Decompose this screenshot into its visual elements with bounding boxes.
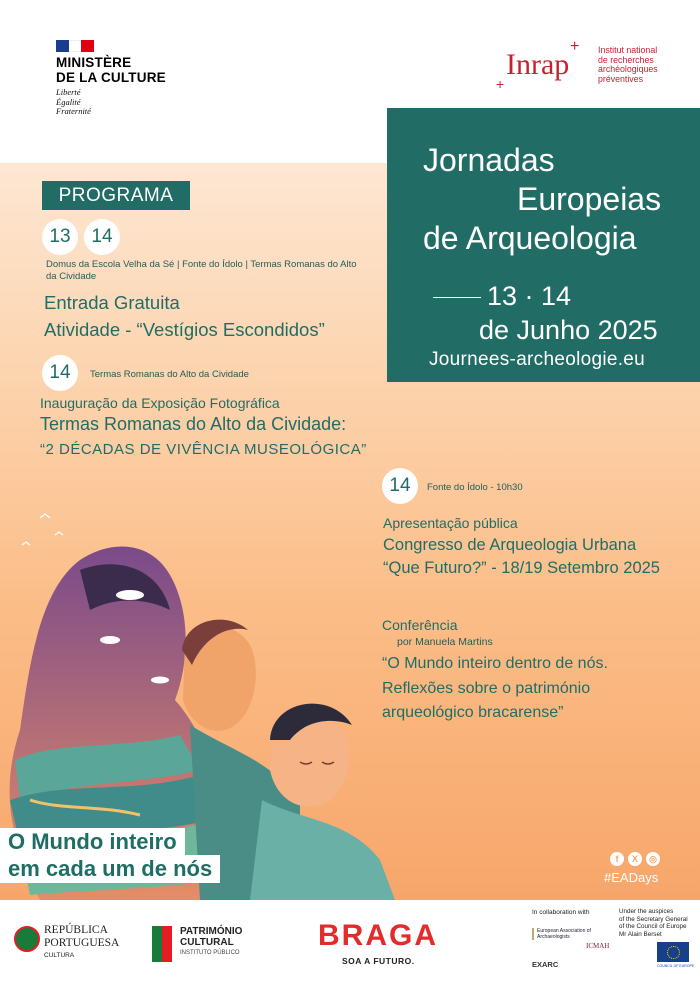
auspices-line: Mr Alain Berset [619,930,662,938]
portugal-emblem-icon [14,926,40,952]
plus-icon: + [570,38,580,55]
title-line2: Europeias [517,181,662,217]
french-flag-icon [56,40,94,52]
block4-line2: por Manuela Martins [397,636,493,648]
eaa-logo: European Association of Archaeologists [532,928,591,940]
motto-fraternite: Fraternité [56,106,91,116]
block4-line5: arqueológico bracarense” [382,704,564,721]
auspices-line: of the Secretary General [619,915,688,923]
day-badge-14: 14 [382,468,418,504]
braga-logo: BRAGA [318,919,438,952]
patrimonio-green-bar [152,926,162,962]
inrap-wordmark: Inrap [506,48,570,81]
block4-line4: Reflexões sobre o património [382,680,591,697]
ministere-line2: DE LA CULTURE [56,70,166,85]
title-month: de Junho 2025 [479,315,658,345]
motto [56,88,166,117]
title-line3: de Arqueologia [423,220,637,256]
hashtag: #EADays [604,870,659,885]
plus-icon: + [496,76,505,92]
auspices-text [619,908,688,938]
programa-label: PROGRAMA [42,181,190,210]
ministere-line1: MINISTÈRE [56,55,132,70]
motto-egalite: Égalité [56,96,81,107]
patrimonio-sub: INSTITUTO PÚBLICO [180,950,240,956]
block1-line1: Entrada Gratuita [44,292,180,313]
braga-tagline: SOA A FUTURO. [342,956,415,966]
x-icon[interactable]: X [628,852,642,866]
block2-line2: Termas Romanas do Alto da Cividade: [40,414,347,434]
social-icons [610,852,660,866]
auspices-line: Under the auspices [619,908,674,915]
title-box [387,108,700,382]
day-badge-13: 13 [42,219,78,255]
patrimonio-line2: CULTURAL [180,937,234,948]
title-line1: Jornadas [423,142,555,178]
block3-line3: “Que Futuro?” - 18/19 Setembro 2025 [383,559,660,577]
day-badge-14: 14 [42,355,78,391]
icmah-logo: ICMAH [586,942,610,950]
title-rule [433,297,481,298]
title-website: Journees-archeologie.eu [429,349,646,370]
inrap-desc-line: Institut national [598,45,658,55]
ministere-logo [56,40,166,117]
block3-place: Fonte do Ídolo - 10h30 [427,482,523,493]
block2-place: Termas Romanas do Alto da Cividade [90,369,249,380]
republica-text [44,924,119,949]
inrap-logo [496,38,666,94]
slogan-line2: em cada um de nós [0,855,220,883]
exarc-logo: EXARC [532,960,559,969]
patrimonio-text [180,926,242,948]
inrap-description [598,46,658,84]
block4-line3: “O Mundo inteiro dentro de nós. [382,655,608,672]
coe-label: COUNCIL OF EUROPE [657,964,695,968]
block3-line1: Apresentação pública [383,515,518,531]
facebook-icon[interactable]: f [610,852,624,866]
republica-line1: REPÚBLICA [44,924,108,936]
inrap-desc-line: préventives [598,73,643,84]
auspices-line: of the Council of Europe [619,923,687,930]
block1-places: Domus da Escola Velha da Sé | Fonte do Ídolo | Termas Romanas do Alto da Cividade [46,259,357,282]
instagram-icon[interactable]: ◎ [646,852,660,866]
republica-cultura: CULTURA [44,952,75,959]
inrap-desc-line: archéologiques [598,64,658,74]
day-badge-14: 14 [84,219,120,255]
title-days: 13 · 14 [487,281,572,311]
collab-label: In collaboration with [532,909,590,916]
patrimonio-red-bar [162,926,172,962]
council-of-europe-flag-icon [657,942,689,962]
patrimonio-line1: PATRIMÓNIO [180,926,243,937]
block3-line2: Congresso de Arqueologia Urbana [383,536,637,554]
block2-line1: Inauguração da Exposição Fotográfica [40,395,280,411]
block4-line1: Conferência [382,617,458,633]
slogan-line1: O Mundo inteiro [0,828,185,855]
block2-line3: “2 DÉCADAS DE VIVÊNCIA MUSEOLÓGICA” [40,441,367,458]
inrap-desc-line: de recherches [598,54,654,65]
republica-line2: PORTUGUESA [44,936,120,949]
block1-line2: Atividade - “Vestígios Escondidos” [44,319,325,340]
motto-liberte: Liberté [56,87,81,97]
